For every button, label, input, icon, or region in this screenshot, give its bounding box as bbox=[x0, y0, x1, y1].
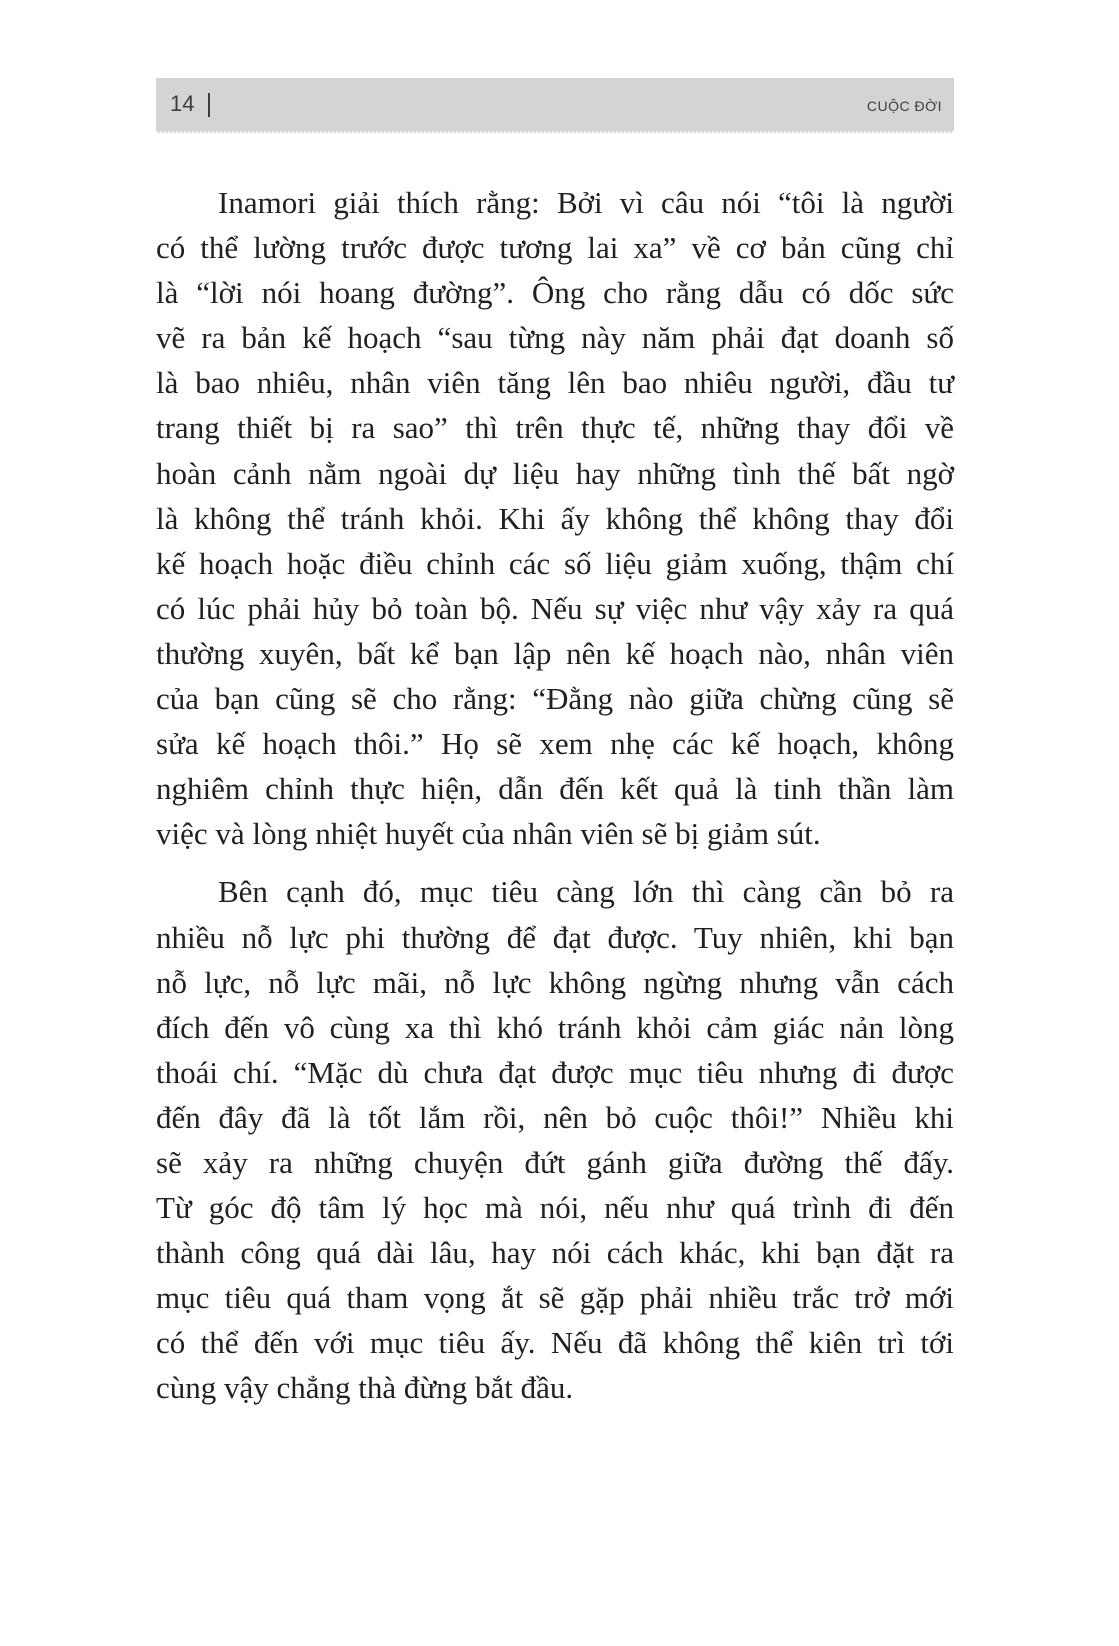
page-number: 14 bbox=[170, 91, 195, 116]
text-line: thành công quá dài lâu, hay nói cách khác, khi bạn đặt ra bbox=[156, 1235, 954, 1271]
text-line: Inamori giải thích rằng: Bởi vì câu nói “tôi là người bbox=[218, 185, 954, 220]
body-text bbox=[156, 180, 954, 1411]
paragraph-2 bbox=[156, 869, 954, 1410]
text-line: sẽ xảy ra những chuyện đứt gánh giữa đường thế đấy. bbox=[156, 1144, 954, 1180]
text-line: có lúc phải hủy bỏ toàn bộ. Nếu sự việc như vậy xảy ra quá bbox=[156, 590, 954, 626]
text-line: là bao nhiêu, nhân viên tăng lên bao nhiêu người, đầu tư bbox=[156, 365, 954, 401]
text-line: nỗ lực, nỗ lực mãi, nỗ lực không ngừng nhưng vẫn cách bbox=[156, 964, 954, 1000]
text-line: đến đây đã là tốt lắm rồi, nên bỏ cuộc thôi!” Nhiều khi bbox=[156, 1099, 954, 1135]
text-line: sửa kế hoạch thôi.” Họ sẽ xem nhẹ các kế hoạch, không bbox=[156, 726, 954, 762]
text-line: hoàn cảnh nằm ngoài dự liệu hay những tình thế bất ngờ bbox=[156, 455, 954, 491]
text-line: cùng vậy chẳng thà đừng bắt đầu. bbox=[156, 1370, 574, 1406]
text-line: của bạn cũng sẽ cho rằng: “Đằng nào giữa chừng cũng sẽ bbox=[156, 681, 954, 717]
text-line: thoái chí. “Mặc dù chưa đạt được mục tiêu nhưng đi được bbox=[156, 1054, 954, 1090]
text-line: nghiêm chỉnh thực hiện, dẫn đến kết quả là tinh thần làm bbox=[156, 771, 954, 807]
text-line: nhiều nỗ lực phi thường để đạt được. Tuy nhiên, khi bạn bbox=[156, 919, 954, 955]
text-line: mục tiêu quá tham vọng ắt sẽ gặp phải nhiều trắc trở mới bbox=[156, 1280, 954, 1316]
text-line: kế hoạch hoặc điều chỉnh các số liệu giảm xuống, thậm chí bbox=[156, 545, 954, 581]
text-line: trang thiết bị ra sao” thì trên thực tế, những thay đổi về bbox=[156, 410, 954, 446]
text-line: có thể lường trước được tương lai xa” về cơ bản cũng chỉ bbox=[156, 230, 954, 266]
text-line: Từ góc độ tâm lý học mà nói, nếu như quá trình đi đến bbox=[156, 1190, 954, 1226]
text-line: là “lời nói hoang đường”. Ông cho rằng dẫu có dốc sức bbox=[156, 275, 954, 311]
text-line: vẽ ra bản kế hoạch “sau từng này năm phải đạt doanh số bbox=[156, 320, 954, 356]
text-line: Bên cạnh đó, mục tiêu càng lớn thì càng cần bỏ ra bbox=[218, 874, 954, 910]
paragraph-1 bbox=[156, 180, 954, 856]
text-line: có thể đến với mục tiêu ấy. Nếu đã không thể kiên trì tới bbox=[156, 1325, 954, 1361]
page-header bbox=[156, 78, 954, 133]
text-line: thường xuyên, bất kể bạn lập nên kế hoạch nào, nhân viên bbox=[156, 635, 954, 671]
text-line: đích đến vô cùng xa thì khó tránh khỏi cảm giác nản lòng bbox=[156, 1009, 954, 1045]
text-line: việc và lòng nhiệt huyết của nhân viên sẽ bị giảm sút. bbox=[156, 816, 821, 852]
text-line: là không thể tránh khỏi. Khi ấy không thể không thay đổi bbox=[156, 500, 954, 536]
chapter-title: CUỘC ĐỜI bbox=[866, 98, 942, 114]
header-divider bbox=[208, 93, 210, 117]
